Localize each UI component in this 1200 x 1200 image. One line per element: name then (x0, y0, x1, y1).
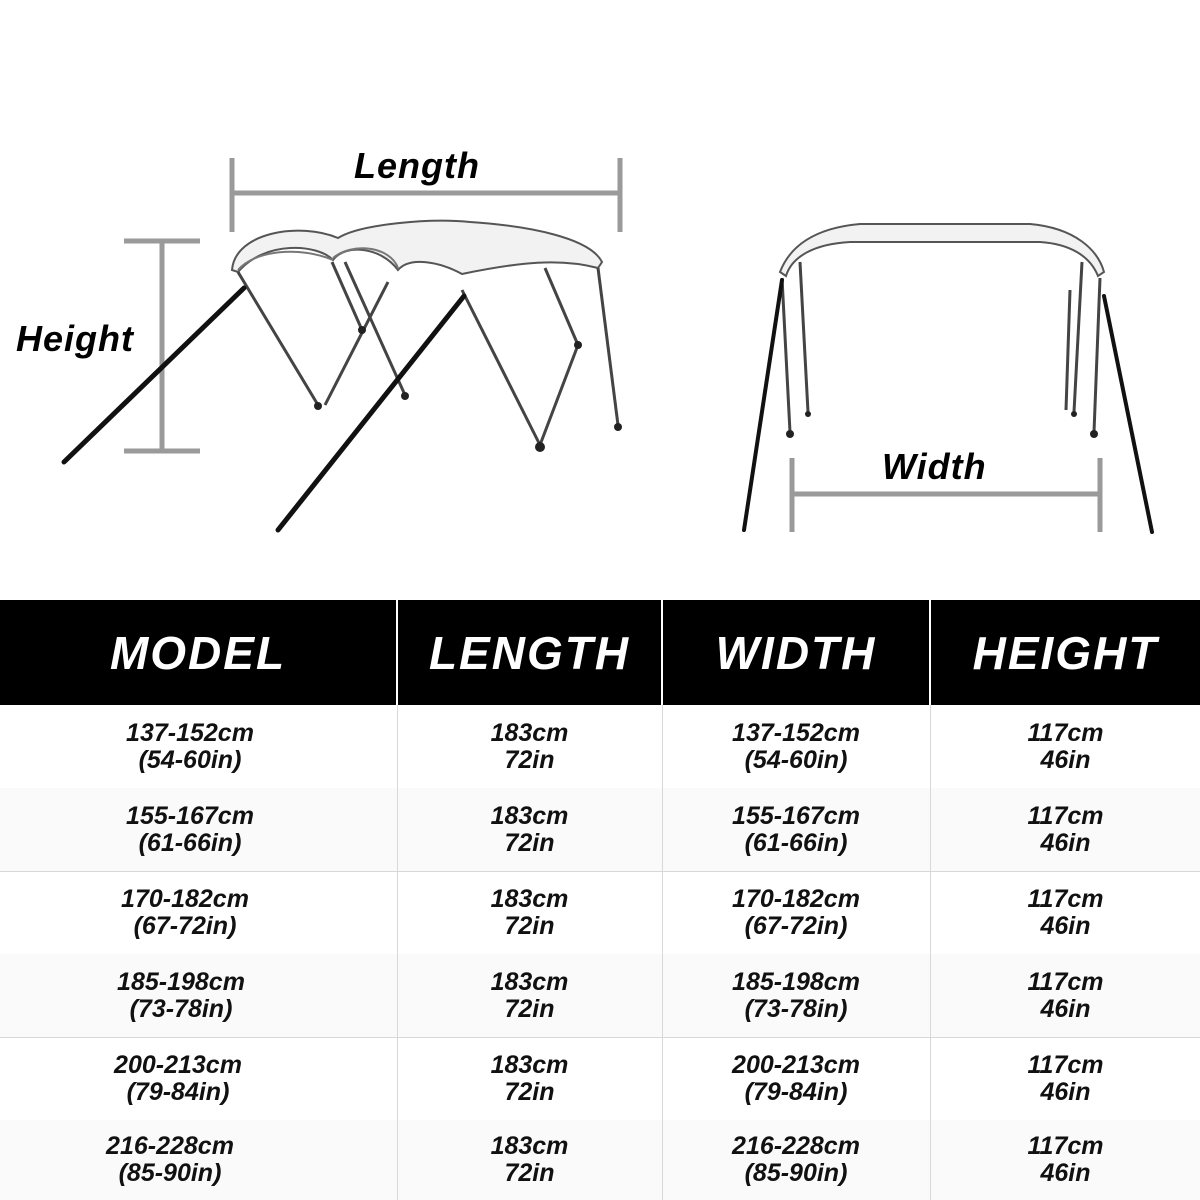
table-row (0, 1120, 1200, 1200)
model-in: (79-84in) (126, 1077, 230, 1106)
length-cm: 183cm (490, 718, 569, 747)
width-cm: 155-167cm (732, 801, 860, 830)
length-in: 72in (504, 1077, 555, 1106)
model-cell (0, 788, 380, 871)
model-cm: 216-228cm (106, 1132, 234, 1160)
height-cell (931, 788, 1200, 871)
height-in: 46in (1040, 1077, 1091, 1106)
column-divider (662, 705, 663, 1200)
table-header-row (0, 600, 1200, 705)
width-in: (73-78in) (744, 994, 848, 1023)
height-cell (931, 705, 1200, 788)
model-cell (0, 954, 362, 1037)
model-cell (0, 871, 370, 954)
width-in: (79-84in) (744, 1077, 848, 1106)
height-in: 46in (1040, 1159, 1091, 1187)
length-in: 72in (504, 1159, 555, 1187)
height-dimension-bracket (124, 241, 200, 451)
length-in: 72in (504, 745, 555, 774)
height-cell (931, 1120, 1200, 1200)
height-cm: 117cm (1027, 967, 1104, 996)
header-width: WIDTH (715, 626, 877, 679)
length-cm: 183cm (490, 884, 569, 913)
column-divider (397, 705, 398, 1200)
header-length: LENGTH (428, 626, 631, 679)
width-cm: 137-152cm (732, 718, 860, 747)
length-cm: 183cm (490, 1132, 569, 1160)
length-cell (398, 788, 661, 871)
table-row (0, 788, 1200, 872)
width-cm: 200-213cm (732, 1050, 860, 1079)
side-view-bimini (64, 221, 622, 530)
width-cm: 170-182cm (732, 884, 860, 913)
width-cell (663, 1120, 929, 1200)
length-cm: 183cm (490, 1050, 569, 1079)
model-cell (0, 705, 380, 788)
length-cell (398, 705, 661, 788)
header-model: MODEL (109, 626, 287, 679)
width-in: (61-66in) (744, 828, 848, 857)
height-cm: 117cm (1027, 801, 1104, 830)
height-label: Height (16, 318, 134, 359)
length-label: Length (354, 145, 480, 186)
width-cell (663, 871, 929, 954)
height-cell (931, 954, 1200, 1037)
height-in: 46in (1040, 745, 1091, 774)
model-in: (67-72in) (133, 911, 237, 940)
width-label: Width (882, 446, 987, 487)
model-in: (85-90in) (118, 1159, 222, 1187)
height-cm: 117cm (1027, 884, 1104, 913)
width-in: (67-72in) (744, 911, 848, 940)
height-in: 46in (1040, 994, 1091, 1023)
height-cell (931, 871, 1200, 954)
length-in: 72in (504, 828, 555, 857)
model-in: (73-78in) (129, 994, 233, 1023)
width-cm: 216-228cm (732, 1132, 860, 1160)
height-in: 46in (1040, 911, 1091, 940)
width-in: (85-90in) (744, 1159, 848, 1187)
column-divider (930, 705, 931, 1200)
width-cell (663, 1037, 929, 1120)
height-cm: 117cm (1027, 1050, 1104, 1079)
model-cm: 200-213cm (114, 1050, 242, 1079)
model-cm: 170-182cm (121, 884, 249, 913)
model-cell (0, 1120, 340, 1200)
length-cell (398, 1120, 661, 1200)
model-cm: 155-167cm (126, 801, 254, 830)
table-row (0, 871, 1200, 955)
height-in: 46in (1040, 828, 1091, 857)
width-cell (663, 954, 929, 1037)
width-cell (663, 705, 929, 788)
model-cm: 137-152cm (126, 718, 254, 747)
length-in: 72in (504, 911, 555, 940)
model-in: (61-66in) (138, 828, 242, 857)
model-in: (54-60in) (138, 745, 242, 774)
length-cell (398, 954, 661, 1037)
bimini-top-dimension-diagram (0, 0, 1200, 590)
size-spec-table (0, 600, 1200, 1200)
length-cell (398, 871, 661, 954)
width-in: (54-60in) (744, 745, 848, 774)
bimini-top-illustration (0, 0, 1200, 590)
model-cm: 185-198cm (117, 967, 245, 996)
table-row (0, 1037, 1200, 1121)
width-cm: 185-198cm (732, 967, 860, 996)
length-cm: 183cm (490, 801, 569, 830)
table-row (0, 954, 1200, 1038)
model-cell (0, 1037, 356, 1120)
length-cell (398, 1037, 661, 1120)
header-height: HEIGHT (972, 626, 1159, 679)
height-cm: 117cm (1027, 718, 1104, 747)
table-row (0, 705, 1200, 789)
length-cm: 183cm (490, 967, 569, 996)
length-in: 72in (504, 994, 555, 1023)
height-cm: 117cm (1027, 1132, 1104, 1160)
width-cell (663, 788, 929, 871)
height-cell (931, 1037, 1200, 1120)
